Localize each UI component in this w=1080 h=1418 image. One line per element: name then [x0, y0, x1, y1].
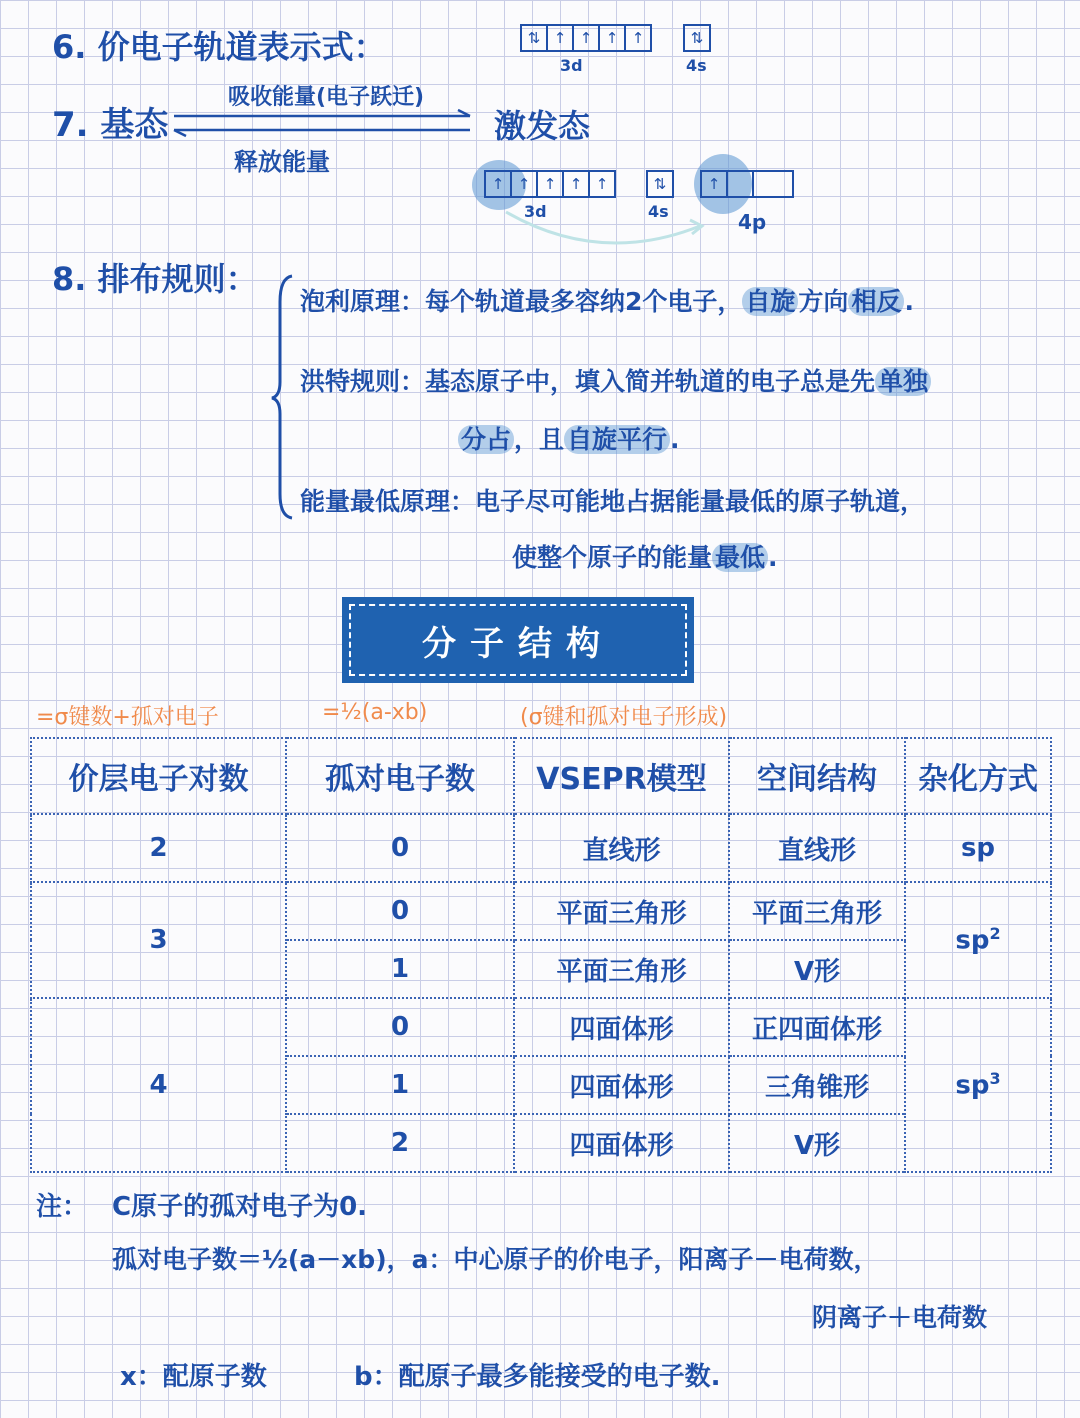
label-4s: 4s — [648, 202, 669, 221]
item8-label: 8. 排布规则： — [52, 260, 258, 298]
note-4b: b：配原子最多能接受的电子数. — [354, 1362, 721, 1392]
note-2: 孤对电子数＝½(a－xb)，a：中心原子的价电子，阳离子－电荷数， — [112, 1245, 879, 1274]
model-cell: 平面三角形 — [514, 882, 729, 940]
model-cell: 四面体形 — [514, 1114, 729, 1172]
label-4s: 4s — [686, 56, 707, 75]
lone-pair-cell: 1 — [286, 1056, 514, 1114]
lowest-energy-cont: 使整个原子的能量 最低 . — [512, 543, 778, 572]
item7-label: 7. 基态 — [52, 105, 169, 145]
orbital-3d-ground: ⇅ ↑ ↑ ↑ ↑ — [520, 24, 652, 52]
absorb-energy-label: 吸收能量(电子跃迁) — [228, 85, 425, 110]
orbital-4s-excited: ⇅ — [646, 170, 674, 198]
note-1: C原子的孤对电子为0. — [112, 1192, 368, 1222]
lone-pair-cell: 0 — [286, 998, 514, 1056]
table-row — [31, 882, 1051, 940]
lone-pair-cell: 0 — [286, 882, 514, 940]
header-cell: 杂化方式 — [905, 738, 1051, 814]
note-3: 阴离子＋电荷数 — [812, 1303, 988, 1332]
label-3d: 3d — [560, 56, 583, 75]
shape-cell: V形 — [729, 1114, 905, 1172]
table-row — [31, 814, 1051, 882]
model-cell: 直线形 — [514, 814, 729, 882]
brace-icon — [270, 272, 300, 522]
hybrid-cell: sp — [905, 814, 1051, 882]
vsepr-table — [30, 737, 1052, 1173]
lone-pair-cell: 2 — [286, 1114, 514, 1172]
hund-rule-cont: 分占 ，且 自旋平行 . — [458, 420, 680, 456]
header-cell: 价层电子对数 — [31, 738, 286, 814]
shape-cell: V形 — [729, 940, 905, 998]
pair-count-cell: 4 — [31, 998, 286, 1172]
annotation-lone-pair-formula: =½(a-xb) — [322, 700, 428, 725]
shape-cell: 正四面体形 — [729, 998, 905, 1056]
lowest-energy-principle: 能量最低原理：电子尽可能地占据能量最低的原子轨道， — [300, 487, 926, 516]
table-row — [31, 998, 1051, 1056]
hybrid-cell: $sp^3$ — [905, 998, 1051, 1172]
header-cell: VSEPR模型 — [514, 738, 729, 814]
header-cell: 孤对电子数 — [286, 738, 514, 814]
model-cell: 平面三角形 — [514, 940, 729, 998]
label-4p: 4p — [738, 210, 767, 234]
label-3d: 3d — [524, 202, 547, 221]
model-cell: 四面体形 — [514, 1056, 729, 1114]
hybrid-cell: $sp^2$ — [905, 882, 1051, 998]
pair-count-cell: 3 — [31, 882, 286, 998]
pair-count-cell: 2 — [31, 814, 286, 882]
lone-pair-cell: 0 — [286, 814, 514, 882]
transition-arrow-icon — [500, 206, 720, 250]
lone-pair-cell: 1 — [286, 940, 514, 998]
header-cell: 空间结构 — [729, 738, 905, 814]
notes-prefix: 注： — [36, 1192, 89, 1222]
section-title: 分子结构 — [349, 604, 687, 676]
release-energy-label: 释放能量 — [234, 148, 330, 176]
shape-cell: 三角锥形 — [729, 1056, 905, 1114]
pauli-principle: 泡利原理：每个轨道最多容纳2个电子， 自旋 方向 相反 . — [300, 287, 914, 316]
orbital-4p-excited: ↑ — [700, 170, 794, 198]
model-cell: 四面体形 — [514, 998, 729, 1056]
excited-state-label: 激发态 — [494, 107, 591, 145]
hund-rule: 洪特规则：基态原子中，填入简并轨道的电子总是先 单独 — [300, 362, 931, 398]
shape-cell: 平面三角形 — [729, 882, 905, 940]
annotation-vsepr-formed: (σ键和孤对电子形成) — [520, 705, 728, 730]
table-header-row — [31, 738, 1051, 814]
shape-cell: 直线形 — [729, 814, 905, 882]
annotation-electron-pairs: =σ键数+孤对电子 — [36, 705, 219, 730]
note-4a: x：配原子数 — [120, 1362, 267, 1392]
item6-label: 6. 价电子轨道表示式： — [52, 28, 386, 66]
equilibrium-arrows — [170, 108, 480, 138]
orbital-4s-ground: ⇅ — [683, 24, 711, 52]
orbital-3d-excited: ↑ ↑ ↑ ↑ ↑ — [484, 170, 616, 198]
section-title-box — [342, 597, 694, 683]
